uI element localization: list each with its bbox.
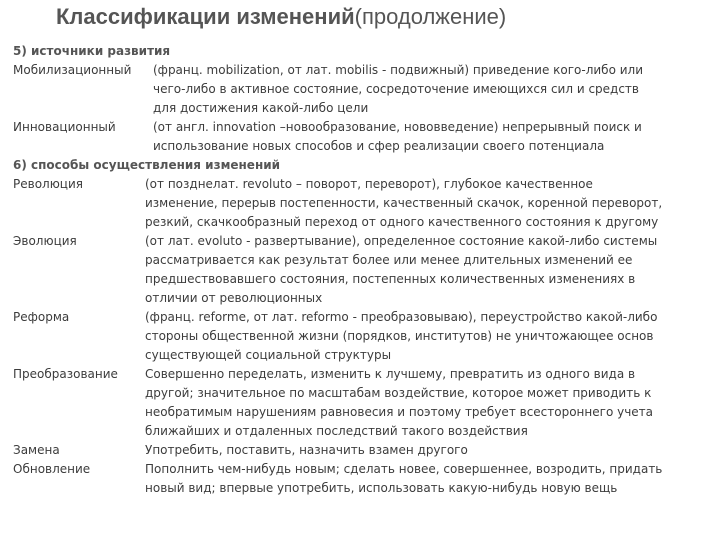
term-replacement: Замена — [13, 443, 60, 457]
definition-row-mobilization — [13, 61, 713, 118]
definition-line: резкий, скачкообразный переход от одного качественного состояния к другому — [145, 215, 659, 229]
definition-line: стороны общественной жизни (порядков, институтов) не уничтожающее основ — [145, 329, 654, 343]
section-heading-sources: 5) источники развития — [13, 44, 171, 58]
definition-line: Совершенно переделать, изменить к лучшему, превратить из одного вида в — [145, 367, 636, 381]
definition-revolution — [145, 175, 713, 232]
term-renewal: Обновление — [13, 462, 91, 476]
definition-line: Пополнить чем-нибудь новым; сделать новее, совершеннее, возродить, придать — [145, 462, 663, 476]
definition-line: чего-либо в активное состояние, сосредоточение имеющихся сил и средств — [153, 82, 639, 96]
definition-line: Употребить, поставить, назначить взамен другого — [145, 443, 468, 457]
definition-row-innovation — [13, 118, 713, 156]
definition-row-reform — [13, 308, 713, 365]
slide-title — [56, 4, 506, 30]
definition-line: (франц. mobilization, от лат. mobilis - подвижный) приведение кого-либо или — [153, 63, 644, 77]
term-reform: Реформа — [13, 310, 70, 324]
definition-line: использование новых способов и сфер реализации своего потенциала — [153, 139, 605, 153]
definition-reform — [145, 308, 713, 365]
term-mobilization: Мобилизационный — [13, 63, 132, 77]
definition-line: существующей социальной структуры — [145, 348, 392, 362]
definition-line: другой; значительное по масштабам воздействие, которое может приводить к — [145, 386, 652, 400]
slide-content — [13, 42, 713, 498]
definition-row-renewal — [13, 460, 713, 498]
definition-line: новый вид; впервые употребить, использовать какую-нибудь новую вещь — [145, 481, 618, 495]
definition-row-evolution — [13, 232, 713, 308]
definition-line: ближайших и отдаленных последствий такого воздействия — [145, 424, 528, 438]
definition-line: предшествовавшего состояния, постепенных количественных изменениях в — [145, 272, 636, 286]
definition-renewal — [145, 460, 713, 498]
term-revolution: Революция — [13, 177, 83, 191]
title-bold: Классификации изменений — [56, 4, 355, 29]
section-heading-methods: 6) способы осуществления изменений — [13, 158, 281, 172]
definition-line: (от позднелат. revoluto – поворот, переворот), глубокое качественное — [145, 177, 593, 191]
definition-line: (от лат. evoluto - развертывание), определенное состояние какой-либо системы — [145, 234, 658, 248]
definition-transformation — [145, 365, 713, 441]
definition-line: (франц. reforme, от лат. reformo - преобразовываю), переустройство какой-либо — [145, 310, 658, 324]
definition-line: для достижения какой-либо цели — [153, 101, 369, 115]
definition-evolution — [145, 232, 713, 308]
term-transformation: Преобразование — [13, 367, 118, 381]
definition-mobilization — [153, 61, 713, 118]
term-innovation: Инновационный — [13, 120, 116, 134]
definition-line: отличии от революционных — [145, 291, 323, 305]
definition-line: необратимым нарушениям равновесия и поэтому требует всестороннего учета — [145, 405, 654, 419]
definition-line: изменение, перерыв постепенности, качественный скачок, коренной переворот, — [145, 196, 663, 210]
definition-row-transformation — [13, 365, 713, 441]
definition-line: рассматривается как результат более или менее длительных изменений ее — [145, 253, 633, 267]
term-evolution: Эволюция — [13, 234, 77, 248]
definition-row-revolution — [13, 175, 713, 232]
definition-innovation — [153, 118, 713, 156]
definition-row-replacement — [13, 441, 713, 460]
definition-replacement — [145, 441, 713, 460]
definition-line: (от англ. innovation –новообразование, нововведение) непрерывный поиск и — [153, 120, 642, 134]
title-normal: (продолжение) — [354, 4, 507, 29]
